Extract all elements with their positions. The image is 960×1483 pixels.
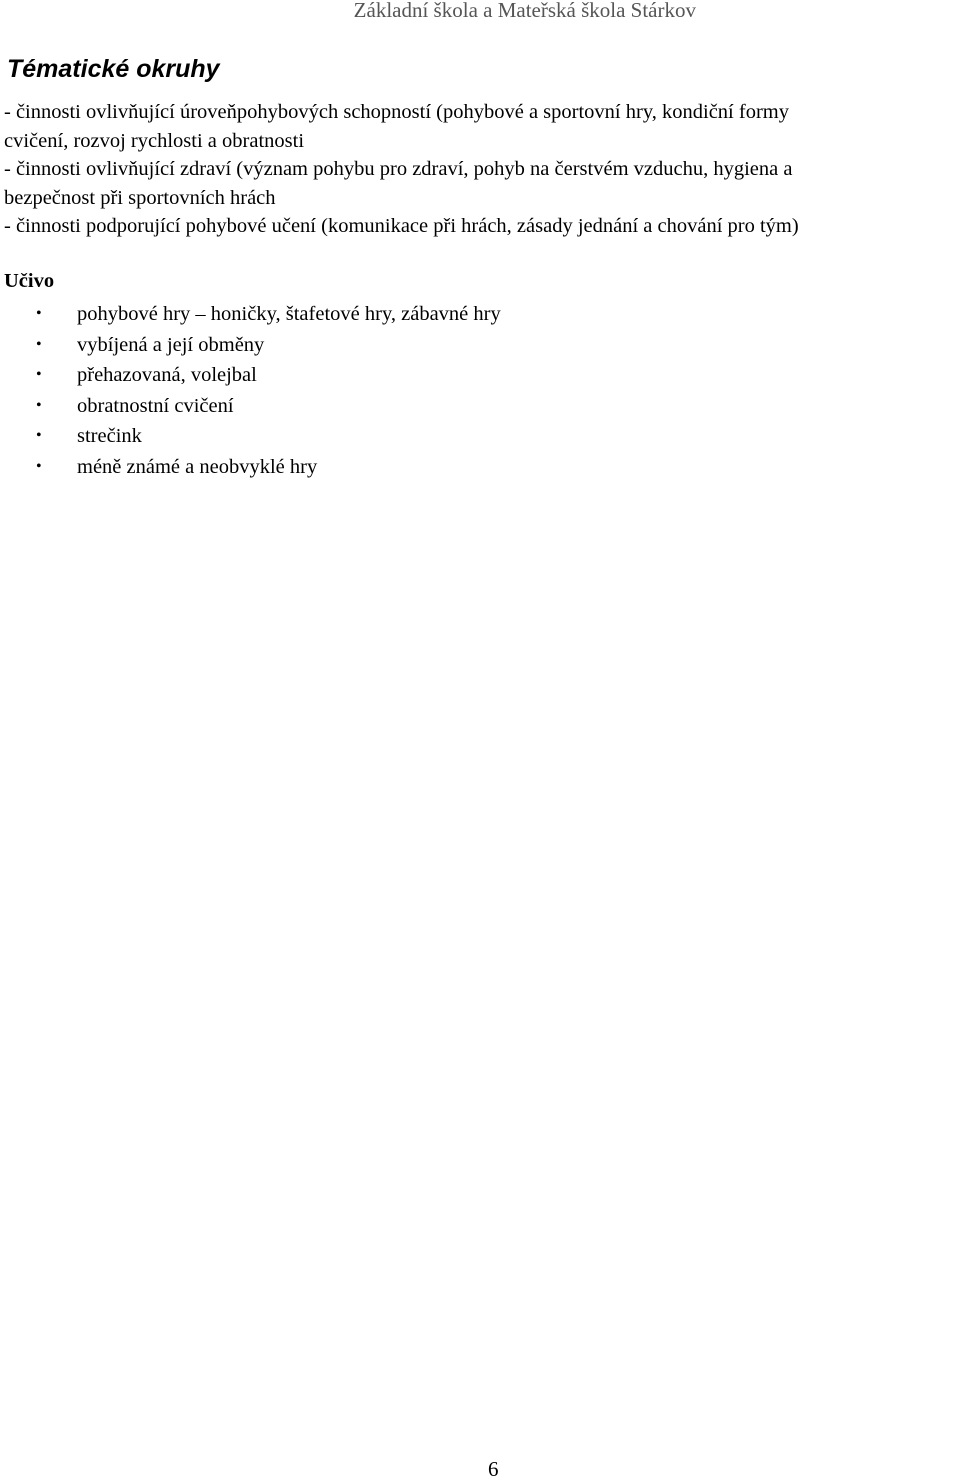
curriculum-heading: Učivo: [4, 270, 55, 292]
section-title: Tématické okruhy: [7, 55, 220, 83]
bullet-icon: •: [36, 457, 42, 475]
topic-paragraph-1-line-2: cvičení, rozvoj rychlosti a obratnosti: [4, 129, 305, 152]
topic-paragraph-3: [4, 212, 799, 241]
bullet-icon: •: [36, 335, 42, 353]
bullet-icon: •: [36, 305, 42, 322]
bullet-icon: •: [36, 366, 42, 383]
list-item-text: přehazovaná, volejbal: [77, 364, 257, 386]
list-item-text: pohybové hry – honičky, štafetové hry, zábavné hry: [77, 303, 501, 325]
list-item-text: méně známé a neobvyklé hry: [77, 455, 318, 478]
list-item-text: vybíjená a její obměny: [77, 333, 265, 356]
topic-paragraph-2-line-2: bezpečnost při sportovních hrách: [4, 186, 276, 209]
bullet-icon: •: [36, 396, 42, 414]
topic-paragraph-1: [4, 98, 789, 155]
list-item-text: obratnostní cvičení: [77, 394, 234, 417]
topic-paragraph-2: [4, 155, 792, 212]
topic-paragraph-3-line-1: - činnosti podporující pohybové učení (komunikace při hrách, zásady jednání a chování pro tým): [4, 215, 799, 237]
page-number: 6: [488, 1457, 499, 1481]
bullet-icon: •: [36, 427, 42, 444]
page-header-school-name: Základní škola a Mateřská škola Stárkov: [353, 0, 696, 22]
topic-paragraph-1-line-1: - činnosti ovlivňující úroveňpohybových schopností (pohybové a sportovní hry, kondiční formy: [4, 101, 789, 123]
topic-paragraph-2-line-1: - činnosti ovlivňující zdraví (význam pohybu pro zdraví, pohyb na čerstvém vzduchu, hygiena a: [4, 158, 793, 180]
list-item-text: strečink: [77, 425, 142, 447]
